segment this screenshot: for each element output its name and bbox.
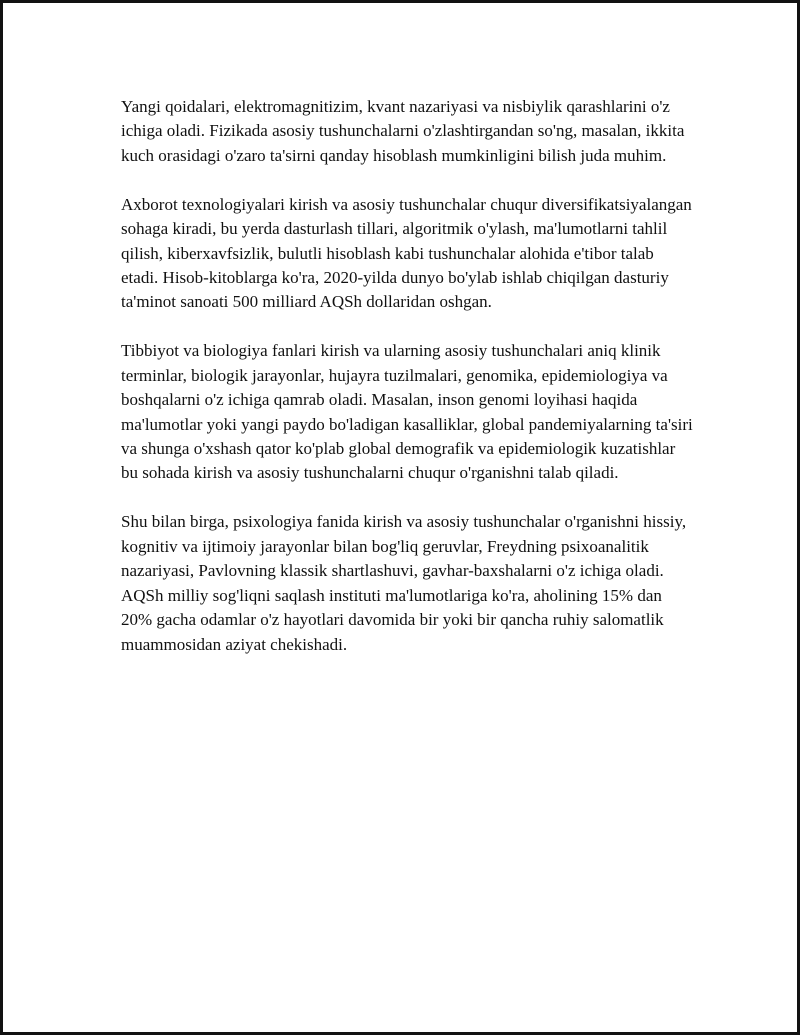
paragraph-medicine-biology: Tibbiyot va biologiya fanlari kirish va ularning asosiy tushunchalari aniq klinik terminlar, biologik jarayonlar, hujayra tuzilmalari, genomika, epidemiologiya va boshqalarni o'z ichiga qamrab oladi. Masalan, inson genomi loyihasi haqida ma'lumotlar yoki yangi paydo bo'ladigan kasalliklar, global pandemiyalarning ta'siri va shunga o'xshash qator ko'plab global demografik va epidemiologik kuzatishlar bu sohada kirish va asosiy tushunchalarni chuqur o'rganishni talab qiladi.: [121, 341, 693, 483]
document-body: [121, 95, 693, 682]
paragraph-information-technology: Axborot texnologiyalari kirish va asosiy tushunchalar chuqur diversifikatsiyalangan sohaga kiradi, bu yerda dasturlash tillari, algoritmik o'ylash, ma'lumotlarni tahlil qilish, kiberxavfsizlik, bulutli hisoblash kabi tushunchalar alohida e'tibor talab etadi. Hisob-kitoblarga ko'ra, 2020-yilda dunyo bo'ylab ishlab chiqilgan dasturiy ta'minot sanoati 500 milliard AQSh dollaridan oshgan.: [121, 194, 692, 312]
paragraph-psychology: Shu bilan birga, psixologiya fanida kirish va asosiy tushunchalar o'rganishni hissiy, kognitiv va ijtimoiy jarayonlar bilan bog'liq geruvlar, Freydning psixoanalitik nazariyasi, Pavlovning klassik shartlashuvi, gavhar-baxshalarni o'z ichiga oladi. AQSh milliy sog'liqni saqlash instituti ma'lumotlariga ko'ra, aholining 15% dan 20% gacha odamlar o'z hayotlari davomida bir yoki bir qancha ruhiy salomatlik muammosidan aziyat chekishadi.: [121, 512, 687, 654]
paragraph-physics: Yangi qoidalari, elektromagnitizim, kvant nazariyasi va nisbiylik qarashlarini o'z ichiga oladi. Fizikada asosiy tushunchalarni o'zlashtirgandan so'ng, masalan, ikkita kuch orasidagi o'zaro ta'sirni qanday hisoblash mumkinligini bilish juda muhim.: [121, 97, 685, 165]
